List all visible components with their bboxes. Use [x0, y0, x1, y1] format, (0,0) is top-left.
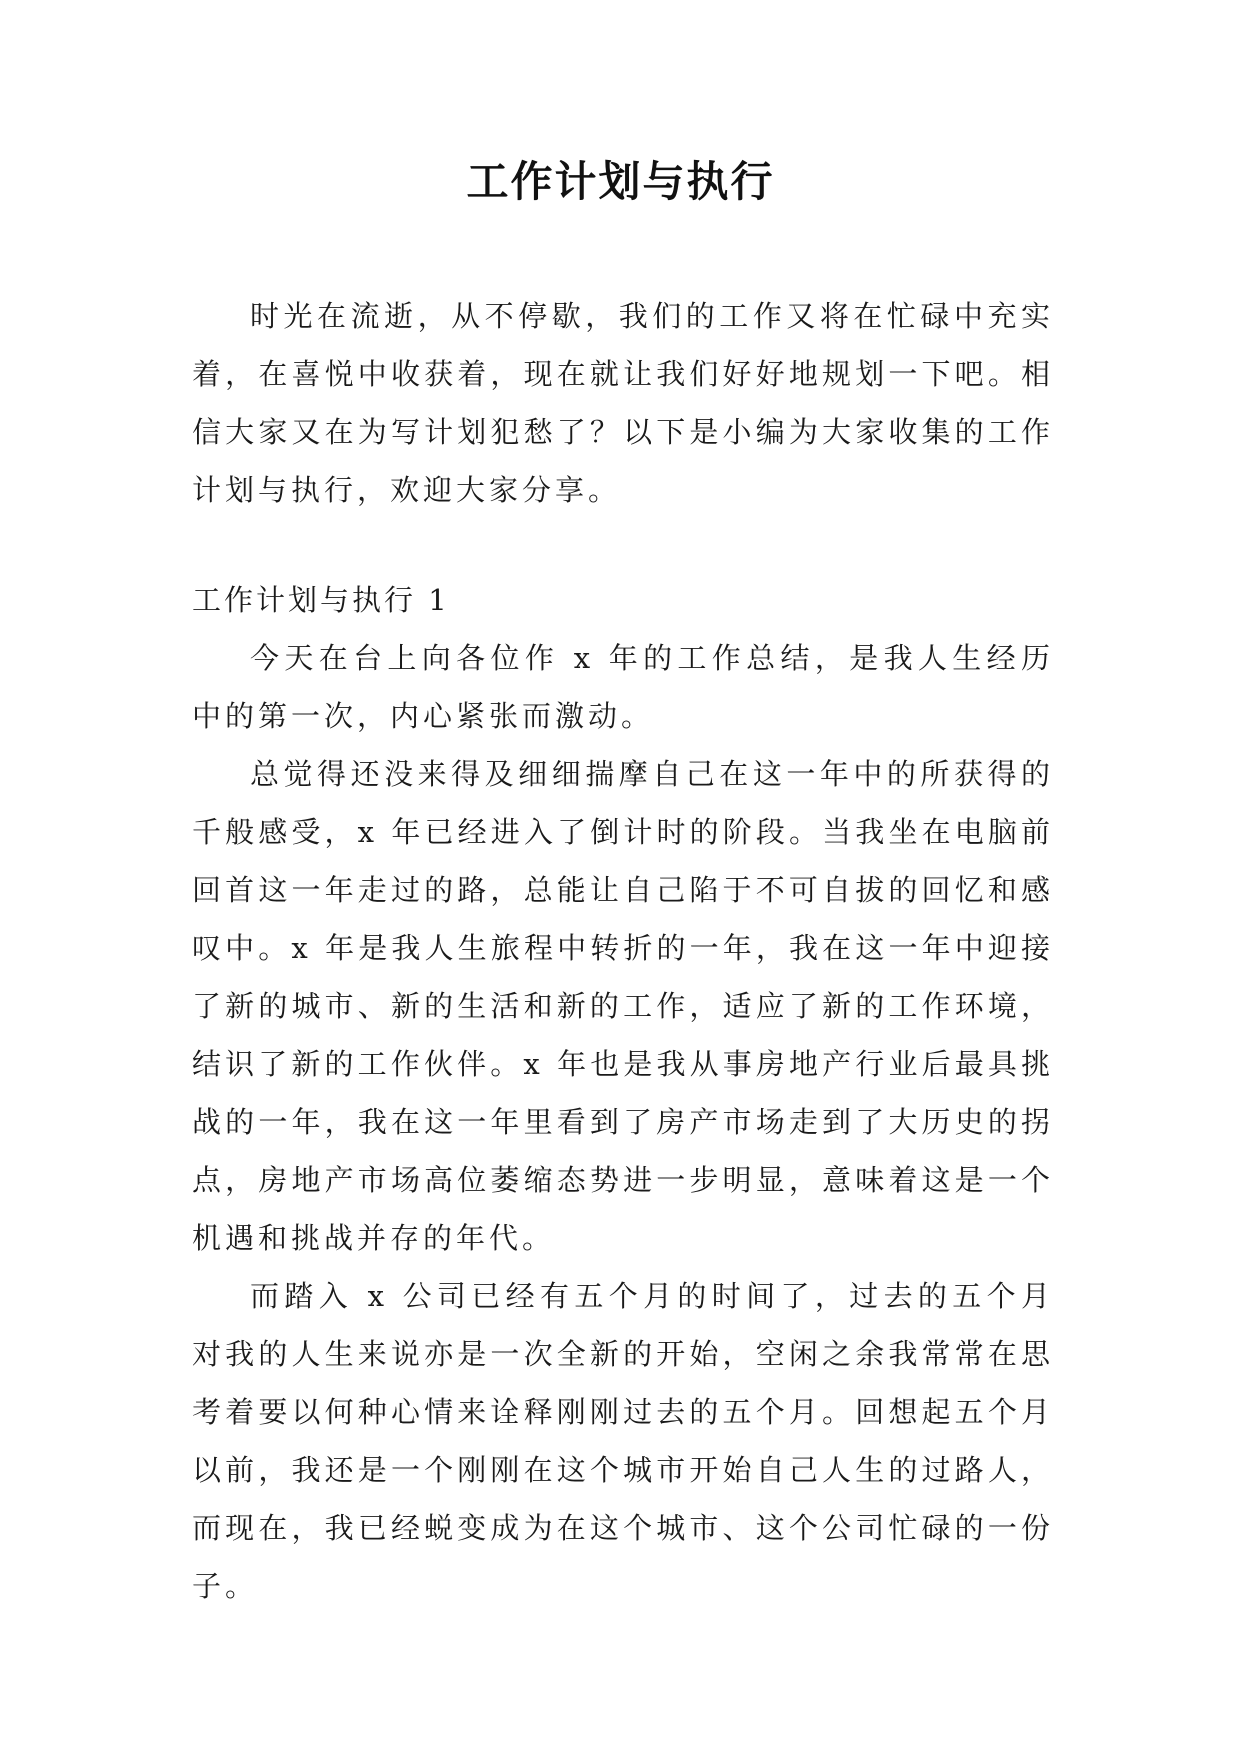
- intro-paragraph: 时光在流逝，从不停歇，我们的工作又将在忙碌中充实着，在喜悦中收获着，现在就让我们好好地规划一下吧。相信大家又在为写计划犯愁了？以下是小编为大家收集的工作计划与执行，欢迎大家分享。: [192, 299, 1054, 507]
- body-paragraph-3: 而踏入 x 公司已经有五个月的时间了，过去的五个月对我的人生来说亦是一次全新的开始，空闲之余我常常在思考着要以何种心情来诠释刚刚过去的五个月。回想起五个月以前，我还是一个刚刚在这个城市开始自己人生的过路人，而现在，我已经蜕变成为在这个城市、这个公司忙碌的一份子。: [192, 1279, 1054, 1603]
- document-body: [192, 287, 1054, 1615]
- body-paragraph-2: 总觉得还没来得及细细揣摩自己在这一年中的所获得的千般感受，x 年已经进入了倒计时的阶段。当我坐在电脑前回首这一年走过的路，总能让自己陷于不可自拔的回忆和感叹中。x 年是我人生旅程中转折的一年，我在这一年中迎接了新的城市、新的生活和新的工作，适应了新的工作环境，结识了新的工作伙伴。x 年也是我从事房地产行业后最具挑战的一年，我在这一年里看到了房产市场走到了大历史的拐点，房地产市场高位萎缩态势进一步明显，意味着这是一个机遇和挑战并存的年代。: [192, 757, 1054, 1255]
- section-heading: 工作计划与执行 1: [192, 583, 450, 617]
- body-paragraph-1: 今天在台上向各位作 x 年的工作总结，是我人生经历中的第一次，内心紧张而激动。: [192, 641, 1054, 733]
- document-title: 工作计划与执行: [466, 157, 775, 206]
